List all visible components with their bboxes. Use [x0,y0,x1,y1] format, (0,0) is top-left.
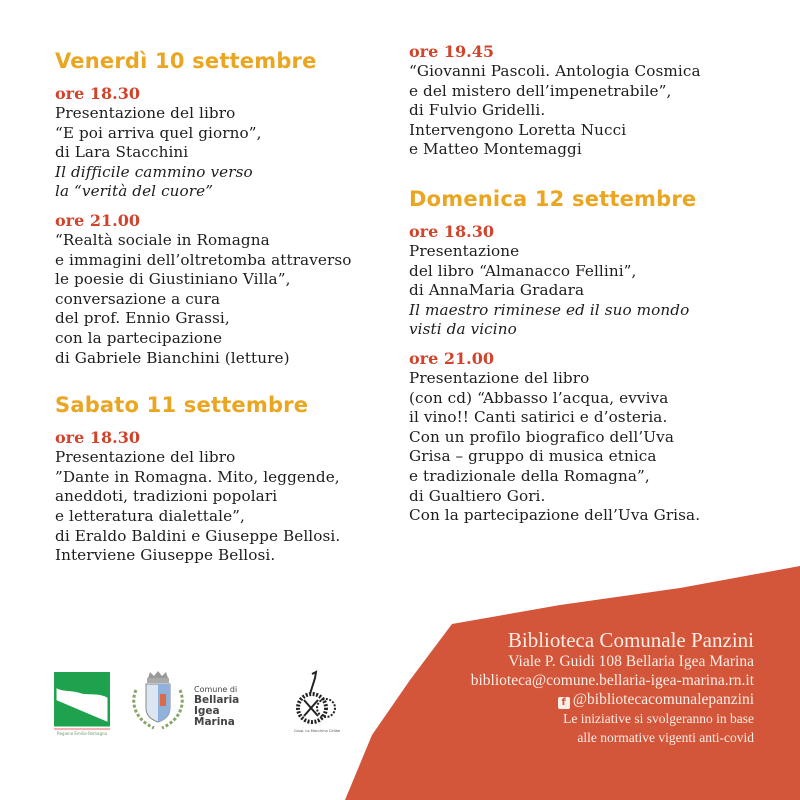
event-text-line: “Giovanni Pascoli. Antologia Cosmica [409,62,701,80]
event-text-line: Presentazione del libro [55,104,236,122]
event-text-line: “Realtà sociale in Romagna [55,230,270,249]
event-text-line: le poesie di Giustiniano Villa”, [55,270,291,289]
comune-coat-of-arms-icon [128,670,188,740]
event-text-line: di AnnaMaria Gradara [409,281,585,300]
event-text-line: di Lara Stacchini [55,143,189,162]
library-name: Biblioteca Comunale Panzini [507,628,754,652]
event-subtitle-line: visti da vicino [409,320,517,339]
event-saturday-1945 [409,42,789,160]
comune-line-3: Igea Marina [194,705,235,728]
event-text-line: e immagini dell’oltretomba attraverso [55,250,352,269]
event-text-line: Interviene Giuseppe Bellosi. [55,546,276,565]
library-contact-block [471,628,754,747]
event-text-line: di Gualtiero Gori. [409,486,546,505]
event-time: ore 21.00 [409,348,494,368]
comune-name [194,684,239,728]
event-sunday-1830 [409,222,789,340]
event-text-line: e Matteo Montemaggi [409,140,582,159]
day-heading-friday: Venerdì 10 settembre [55,49,317,73]
event-saturday-1830 [55,428,400,566]
event-subtitle-line: Il maestro riminese ed il suo mondo [409,300,690,319]
facebook-handle: @bibliotecacomunalepanzini [572,691,754,708]
event-text-line: Grisa – gruppo di musica etnica [409,447,657,466]
event-friday-1830 [55,84,400,202]
coop-caption: Coop. La Macchina Celibe [293,729,341,733]
event-sunday-2100 [409,349,789,526]
event-text-line: ”Dante in Romagna. Mito, leggende, [55,467,340,486]
event-text-line: e letteratura dialettale”, [55,506,245,525]
event-text-line: Con un profilo biografico dell’Uva [409,427,674,446]
facebook-link[interactable] [471,690,754,709]
event-text-line: (con cd) “Abbasso l’acqua, evviva [409,388,669,407]
event-time: ore 18.30 [55,84,140,103]
region-caption: Regione Emilia-Romagna [57,731,107,736]
event-text-line: di Gabriele Bianchini (letture) [55,348,290,367]
facebook-icon: f [558,697,570,709]
event-text-line: Presentazione del libro [409,368,590,387]
event-subtitle-line: la “verità del cuore” [55,182,214,201]
event-text-line: di Eraldo Baldini e Giuseppe Bellosi. [55,526,341,545]
region-emilia-romagna-logo [54,672,110,736]
event-time: ore 19.45 [409,42,494,61]
event-text-line: di Fulvio Gridelli. [409,101,546,120]
event-friday-2100 [55,211,400,368]
event-text-line: Intervengono Loretta Nucci [409,120,627,139]
library-address: Viale P. Guidi 108 Bellaria Igea Marina [508,653,754,670]
event-time: ore 18.30 [409,221,494,241]
event-text-line: conversazione a cura [55,289,221,308]
day-heading-sunday: Domenica 12 settembre [409,186,697,211]
event-text-line: e del mistero dell’impenetrabile”, [409,81,672,100]
event-text-line: e tradizionale della Romagna”, [409,466,650,485]
event-text-line: del prof. Ennio Grassi, [55,309,230,328]
event-text-line: il vino!! Canti satirici e d’osteria. [409,408,668,427]
event-time: ore 21.00 [55,210,140,230]
event-subtitle-line: Il difficile cammino verso [55,162,253,181]
right-column [409,42,789,526]
comune-line-1: Comune di [194,685,238,694]
event-time: ore 18.30 [55,428,140,448]
event-text-line: aneddoti, tradizioni popolari [55,487,278,506]
event-text-line: con la partecipazione [55,328,223,347]
event-text-line: Presentazione [409,241,520,260]
event-text-line: “E poi arriva quel giorno”, [55,123,262,142]
covid-note-line-1: Le iniziative si svolgeranno in base [563,711,754,726]
coop-macchina-celibe-logo [290,670,344,740]
covid-note-line-2: alle normative vigenti anti-covid [577,730,754,745]
library-email-link[interactable]: biblioteca@comune.bellaria-igea-marina.rn.it [470,672,754,689]
left-column [55,46,400,566]
event-text-line: Presentazione del libro [55,448,236,467]
day-heading-saturday: Sabato 11 settembre [55,393,309,418]
event-text-line: Con la partecipazione dell’Uva Grisa. [409,506,701,525]
comune-line-2: Bellaria [194,694,240,706]
event-text-line: del libro “Almanacco Fellini”, [409,261,637,280]
